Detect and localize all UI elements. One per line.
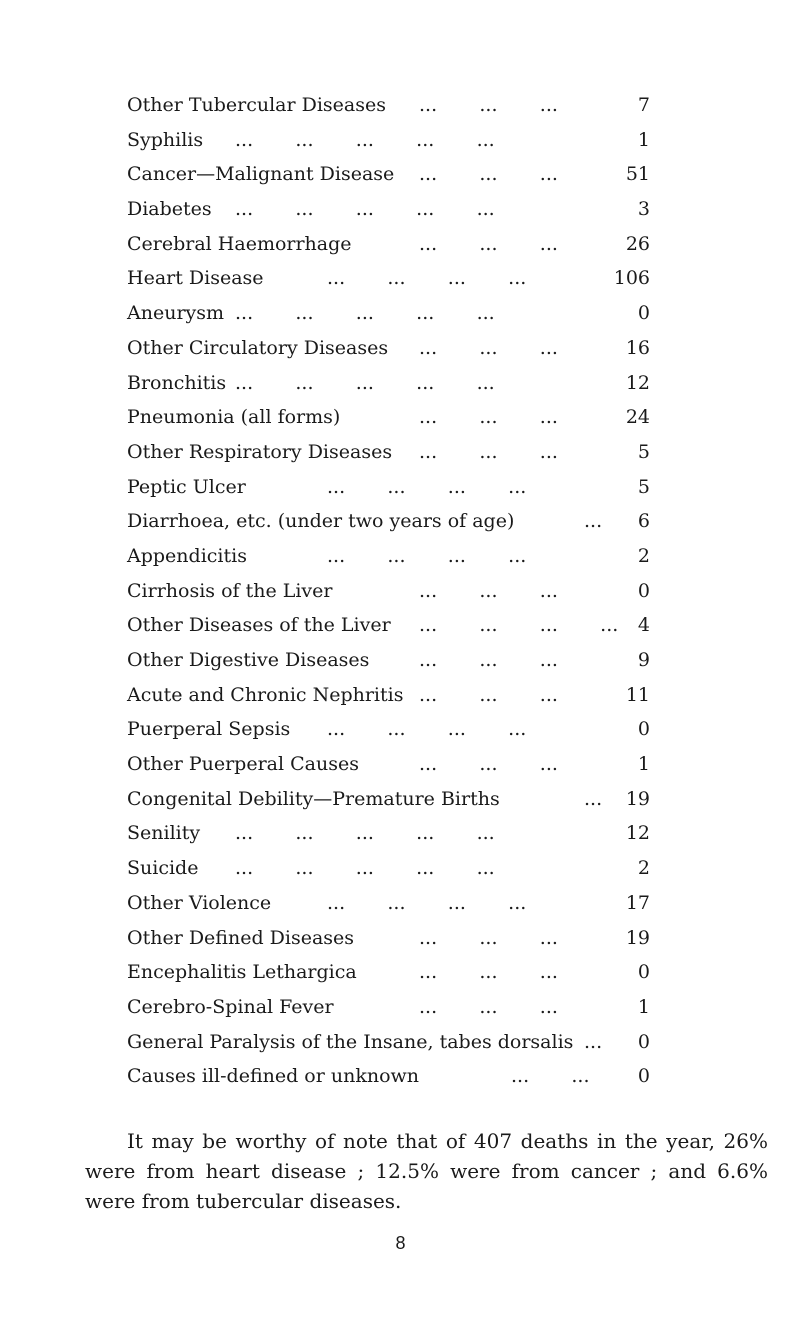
leader-dots: ... ... ... [419,649,558,671]
table-row [127,816,650,851]
death-count: 106 [613,267,650,290]
table-row [127,123,650,158]
table-row [127,192,650,227]
death-count: 5 [637,475,650,498]
leader-dots: ... [584,787,603,810]
leader-dots: ... ... ... ... [327,718,527,741]
leader-dots: ... ... ... [419,232,558,255]
leader-dots: ... ... [511,1065,590,1088]
death-count: 0 [637,1030,650,1053]
death-count: 3 [637,198,650,221]
table-row [127,1025,650,1060]
leader-dots: ... ... ... [419,336,558,359]
summary-note [85,1126,768,1216]
table-row [127,851,650,886]
cause-label: Other Puerperal Causes [127,753,359,776]
death-count: 19 [625,926,650,949]
death-count: 4 [637,614,650,637]
leader-dots: ... ... ... [419,961,558,984]
cause-label: Acute and Chronic Nephritis [127,683,404,706]
cause-label: Other Defined Diseases [127,926,355,949]
table-row [127,366,650,401]
table-row [127,470,650,505]
death-count: 0 [637,961,650,984]
death-count: 1 [637,128,650,151]
leader-dots: ... ... ... [419,995,558,1018]
leader-dots: ... [584,510,603,533]
death-count: 7 [637,94,650,116]
cause-label: Other Tubercular Diseases [127,94,386,116]
cause-label: Other Respiratory Diseases [127,440,393,463]
summary-paragraph: It may be worthy of note that of 407 deaths in the year, 26% were from heart disease ; 12.5% were from cancer ; and 6.6% were from tubercular diseases. [85,1129,768,1213]
cause-label: Other Violence [127,891,272,914]
table-row [127,886,650,921]
leader-dots: ... [584,1030,603,1053]
page-number: 8 [395,1233,406,1253]
death-count: 1 [637,995,650,1018]
table-row [127,990,650,1025]
leader-dots: ... ... ... [419,926,558,949]
table-row [127,643,650,678]
death-count: 12 [625,371,650,394]
death-count: 51 [625,163,650,186]
death-count: 26 [625,232,650,255]
leader-dots: ... ... ... [419,753,558,776]
cause-label: Puerperal Sepsis [127,718,291,741]
death-count: 0 [637,302,650,325]
table-row [127,782,650,817]
death-count: 0 [637,718,650,741]
cause-label: Congenital Debility—Premature Births [127,787,500,810]
leader-dots: ... ... ... ... ... [235,198,495,221]
table-row [127,227,650,262]
table-row [127,435,650,470]
table-row [127,504,650,539]
cause-label: Heart Disease [127,267,264,290]
cause-label: Other Circulatory Diseases [127,336,389,359]
death-count: 2 [637,857,650,880]
cause-label: Syphilis [127,128,204,151]
cause-label: Encephalitis Lethargica [127,961,357,984]
leader-dots: ... ... ... [419,440,558,463]
leader-dots: ... ... ... [419,683,558,706]
death-count: 17 [625,891,650,914]
death-count: 6 [637,510,650,533]
table-row [127,1059,650,1094]
cause-label: Cancer—Malignant Disease [127,163,395,186]
table-row [127,574,650,609]
table-row [127,261,650,296]
table-row [127,539,650,574]
leader-dots: ... ... ... ... ... [235,128,495,151]
leader-dots: ... ... ... [419,579,558,602]
cause-label: Diarrhoea, etc. (under two years of age) [127,510,515,533]
cause-label: Senility [127,822,201,845]
cause-label: Diabetes [127,198,212,221]
leader-dots: ... ... ... ... ... [235,857,495,880]
leader-dots: ... ... ... ... [327,891,527,914]
death-count: 16 [625,336,650,359]
death-count: 12 [625,822,650,845]
leader-dots: ... ... ... ... [327,267,527,290]
table-row [127,88,650,123]
leader-dots: ... ... ... ... [327,544,527,567]
table-row [127,331,650,366]
table-row [127,157,650,192]
leader-dots: ... ... ... ... ... [235,822,495,845]
cause-label: Other Diseases of the Liver [127,614,391,637]
table-row [127,608,650,643]
leader-dots: ... ... ... ... [419,614,619,637]
death-count: 11 [625,683,650,706]
table-row [127,921,650,956]
cause-label: Cerebro-Spinal Fever [127,995,334,1018]
table-row [127,955,650,990]
death-count: 19 [625,787,650,810]
death-count: 1 [637,753,650,776]
table-row [127,400,650,435]
table-row [127,747,650,782]
cause-label: General Paralysis of the Insane, tabes dorsalis [127,1030,574,1053]
death-count: 5 [637,440,650,463]
cause-label: Other Digestive Diseases [127,649,370,671]
cause-label: Causes ill-defined or unknown [127,1065,420,1088]
cause-label: Peptic Ulcer [127,475,246,498]
cause-label: Aneurysm [127,302,225,325]
cause-label: Cirrhosis of the Liver [127,579,333,602]
death-count: 24 [625,406,650,429]
cause-label: Suicide [127,857,199,880]
death-count: 2 [637,544,650,567]
cause-label: Pneumonia (all forms) [127,406,341,429]
table-row [127,678,650,713]
cause-label: Cerebral Haemorrhage [127,232,352,255]
death-count: 0 [637,1065,650,1088]
death-count: 9 [637,649,650,671]
leader-dots: ... ... ... [419,94,558,116]
cause-label: Bronchitis [127,371,227,394]
table-row [127,712,650,747]
death-count: 0 [637,579,650,602]
causes-of-death-table [127,88,650,1094]
leader-dots: ... ... ... ... [327,475,527,498]
leader-dots: ... ... ... [419,406,558,429]
cause-label: Appendicitis [127,544,247,567]
leader-dots: ... ... ... [419,163,558,186]
leader-dots: ... ... ... ... ... [235,371,495,394]
table-row [127,296,650,331]
leader-dots: ... ... ... ... ... [235,302,495,325]
